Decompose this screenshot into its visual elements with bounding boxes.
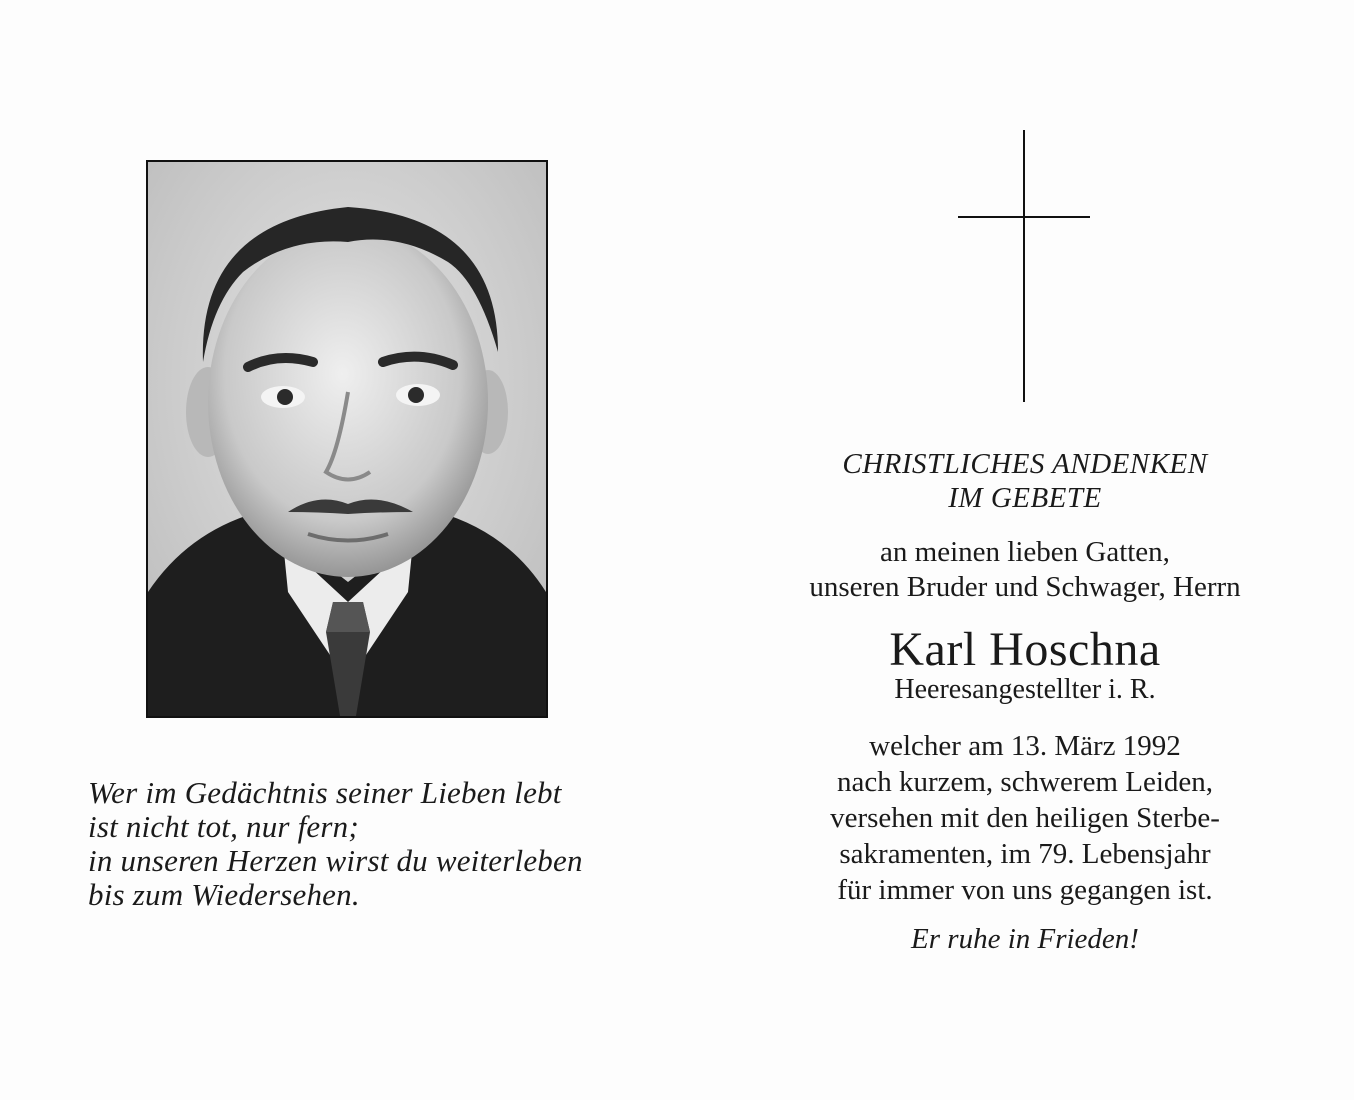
poem-line: Wer im Gedächtnis seiner Lieben lebt	[88, 775, 562, 810]
intro-line: an meinen lieben Gatten,	[880, 536, 1170, 568]
poem-line: bis zum Wiedersehen.	[88, 877, 360, 912]
card-heading	[740, 447, 1310, 515]
poem-line: in unseren Herzen wirst du weiterleben	[88, 843, 583, 878]
intro-line: unseren Bruder und Schwager, Herrn	[809, 571, 1241, 603]
closing-blessing: Er ruhe in Frieden!	[911, 923, 1139, 955]
obituary-text	[740, 728, 1310, 908]
deceased-title: Heeresangestellter i. R.	[894, 674, 1156, 705]
memorial-poem	[88, 776, 648, 912]
poem-line: ist nicht tot, nur fern;	[88, 809, 359, 844]
deceased-name: Karl Hoschna	[889, 623, 1161, 676]
body-line: versehen mit den heiligen Sterbe-	[830, 802, 1220, 834]
heading-line: IM GEBETE	[948, 482, 1102, 514]
body-line: sakramenten, im 79. Lebensjahr	[839, 838, 1211, 870]
body-line: für immer von uns gegangen ist.	[837, 874, 1213, 906]
cross-horizontal-bar	[958, 216, 1090, 218]
portrait-photo	[146, 160, 548, 718]
heading-line: CHRISTLICHES ANDENKEN	[842, 448, 1208, 480]
cross-vertical-bar	[1023, 130, 1025, 402]
portrait-illustration	[148, 162, 546, 716]
dedication-intro	[740, 535, 1310, 605]
latin-cross-icon	[958, 130, 1090, 402]
body-line: welcher am 13. März 1992	[869, 730, 1181, 762]
body-line: nach kurzem, schwerem Leiden,	[836, 766, 1214, 798]
